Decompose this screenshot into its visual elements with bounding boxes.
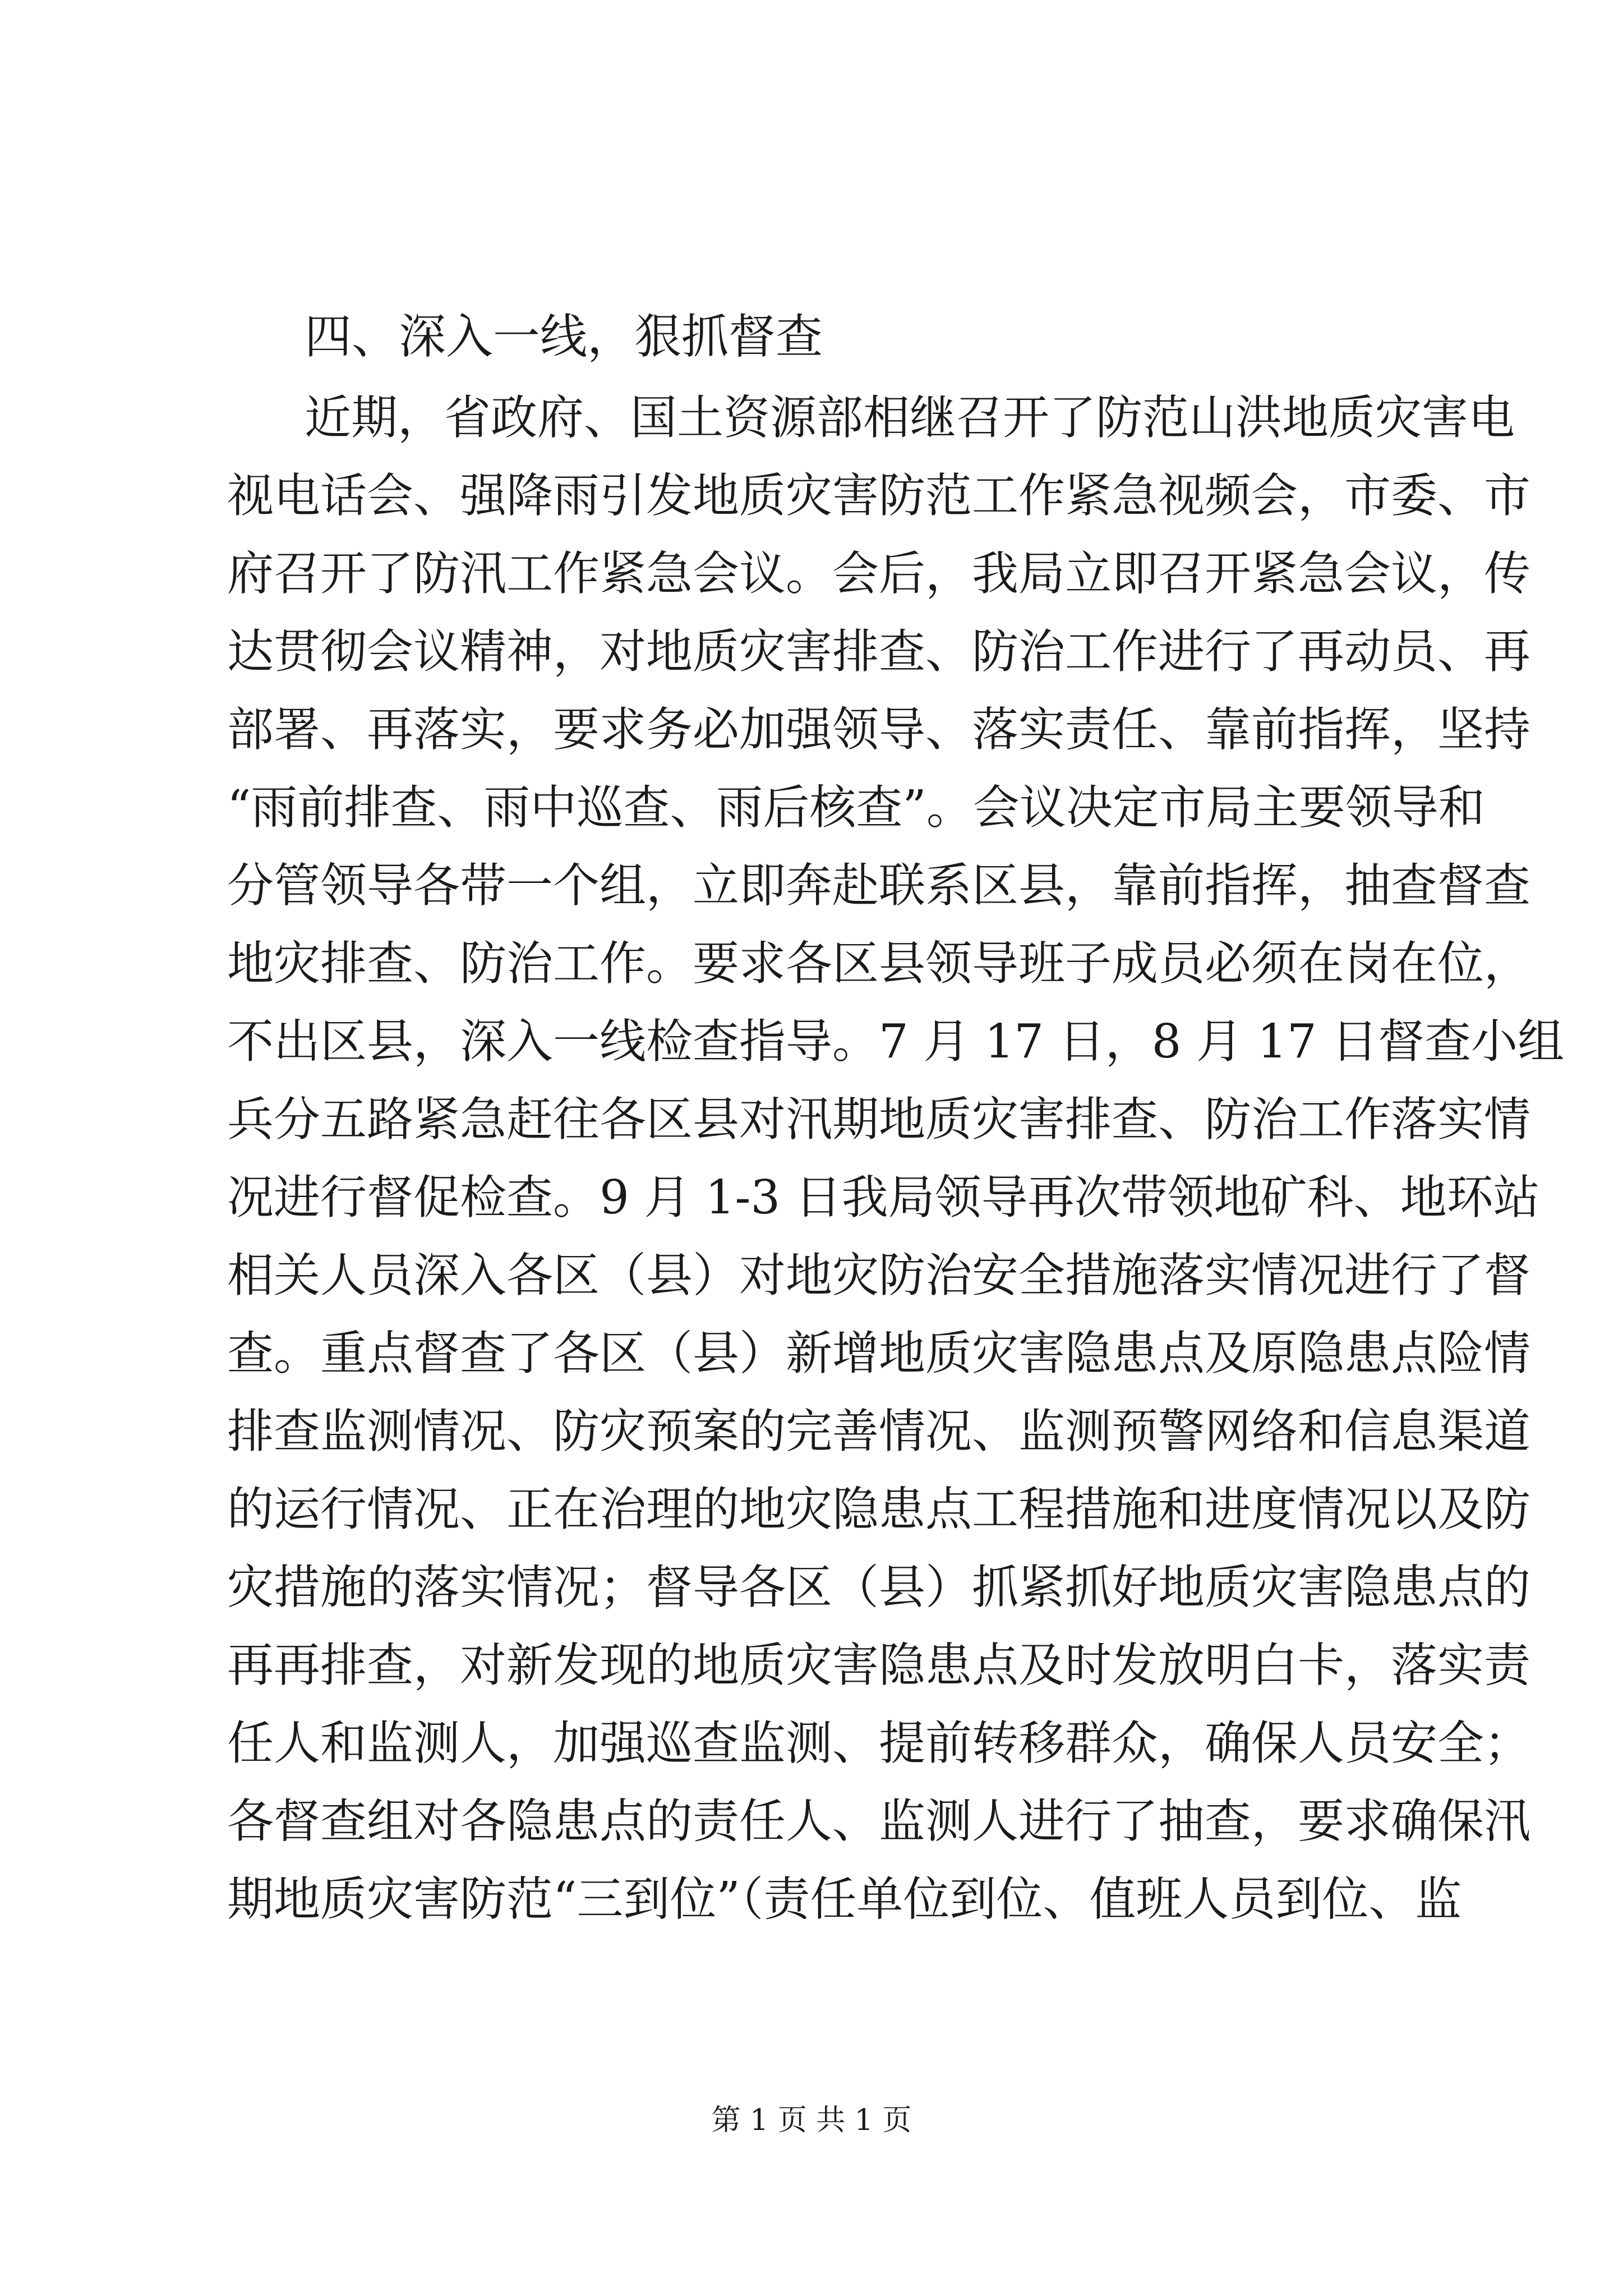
text-line: 达贯彻会议精神，对地质灾害排查、防治工作进行了再动员、再: [227, 624, 1530, 679]
text-line: 近期，省政府、国土资源部相继召开了防范山洪地质灾害电: [305, 390, 1515, 445]
text-line: 各督查组对各隐患点的责任人、监测人进行了抽查，要求确保汛: [227, 1794, 1530, 1848]
text-line: 的运行情况、正在治理的地灾隐患点工程措施和进度情况以及防: [227, 1482, 1530, 1536]
text-line: “雨前排查、雨中巡查、雨后核查”。会议决定市局主要领导和: [227, 780, 1485, 835]
text-line: 排查监测情况、防灾预案的完善情况、监测预警网络和信息渠道: [227, 1404, 1530, 1458]
text-line: 查。重点督查了各区（县）新增地质灾害隐患点及原隐患点险情: [227, 1326, 1530, 1381]
text-line: 况进行督促检查。9 月 1-3 日我局领导再次带领地矿科、地环站: [227, 1170, 1540, 1225]
text-line: 任人和监测人，加强巡查监测、提前转移群众，确保人员安全；: [227, 1716, 1530, 1770]
page-footer: 第 1 页 共 1 页: [711, 2104, 912, 2137]
text-line: 再再排查，对新发现的地质灾害隐患点及时发放明白卡，落实责: [227, 1638, 1530, 1692]
body-paragraph: [227, 379, 1565, 1938]
text-line: 部署、再落实，要求务必加强领导、落实责任、靠前指挥，坚持: [227, 702, 1530, 757]
section-heading: 四、深入一线，狠抓督查: [305, 309, 823, 364]
text-line: 灾措施的落实情况；督导各区（县）抓紧抓好地质灾害隐患点的: [227, 1560, 1530, 1614]
text-line: 地灾排查、防治工作。要求各区县领导班子成员必须在岗在位，: [227, 936, 1530, 991]
text-line: 分管领导各带一个组，立即奔赴联系区县，靠前指挥，抽查督查: [227, 858, 1530, 913]
text-line: 相关人员深入各区（县）对地灾防治安全措施落实情况进行了督: [227, 1248, 1530, 1303]
text-line: 不出区县，深入一线检查指导。7 月 17 日，8 月 17 日督查小组: [227, 1014, 1565, 1069]
text-line: 兵分五路紧急赶往各区县对汛期地质灾害排查、防治工作落实情: [227, 1092, 1530, 1147]
text-line: 期地质灾害防范“三到位”（责任单位到位、值班人员到位、监: [227, 1872, 1462, 1926]
text-line: 视电话会、强降雨引发地质灾害防范工作紧急视频会，市委、市: [227, 468, 1530, 523]
text-line: 府召开了防汛工作紧急会议。会后，我局立即召开紧急会议，传: [227, 546, 1530, 601]
